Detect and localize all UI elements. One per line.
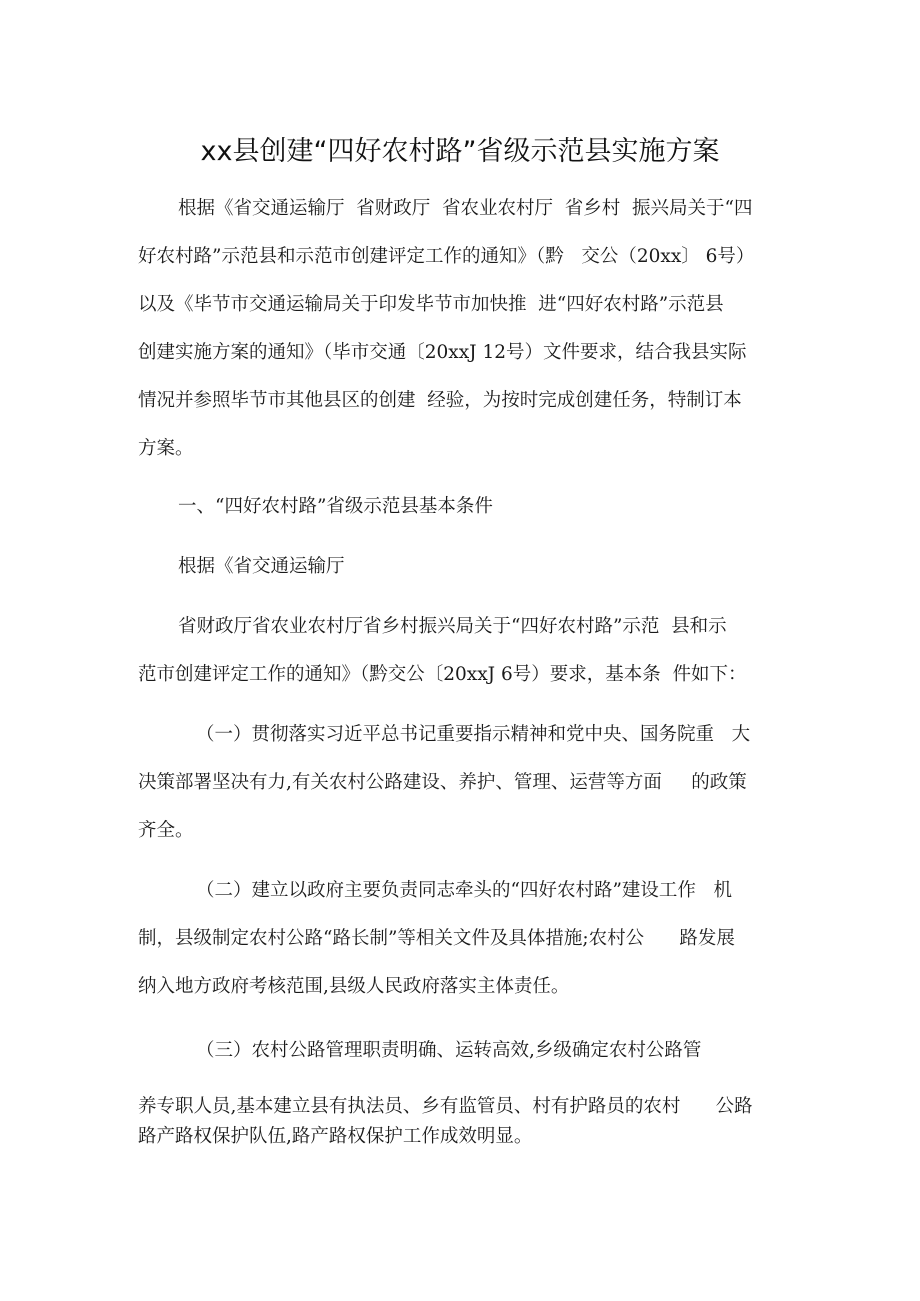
document-title: xx县创建“四好农村路”省级示范县实施方案 [200, 136, 720, 167]
body-line-4: 创建实施方案的通知》（毕市交通〔20xxJ 12号）文件要求，结合我县实际 [138, 342, 747, 363]
body-line-5: 情况并参照毕节市其他县区的创建 经验，为按时完成创建任务，特制订本 [138, 390, 742, 411]
body-line-9: 范市创建评定工作的通知》（黔交公〔20xxJ 6号）要求，基本条 件如下： [138, 664, 747, 685]
item-1-line-1: （一）贯彻落实习近平总书记重要指示精神和党中央、国务院重 大 [196, 724, 751, 745]
item-2-line-1: （二）建立以政府主要负责同志牵头的“四好农村路”建设工作 机 [196, 880, 733, 901]
item-1-line-3: 齐全。 [138, 820, 194, 841]
item-2-line-2: 制，县级制定农村公路“路长制”等相关文件及具体措施;农村公 路发展 [138, 928, 735, 949]
body-line-8: 省财政厅省农业农村厅省乡村振兴局关于“四好农村路”示范 县和示 [178, 616, 727, 637]
item-2-line-3: 纳入地方政府考核范围,县级人民政府落实主体责任。 [138, 976, 570, 997]
body-line-3: 以及《毕节市交通运输局关于印发毕节市加快推 进“四好农村路”示范县 [138, 294, 724, 315]
body-line-6: 方案。 [138, 438, 194, 459]
item-3-line-1: （三）农村公路管理职责明确、运转高效,乡级确定农村公路管 [196, 1040, 702, 1061]
item-1-line-2: 决策部署坚决有力,有关农村公路建设、养护、管理、运营等方面 的政策 [138, 772, 747, 793]
section-heading-1: 一、“四好农村路”省级示范县基本条件 [178, 496, 493, 517]
item-3-line-2: 养专职人员,基本建立县有执法员、乡有监管员、村有护路员的农村 公路 [138, 1096, 753, 1117]
body-line-2: 好农村路”示范县和示范市创建评定工作的通知》（黔 交公（20xx〕 6号） [138, 246, 755, 267]
item-3-line-3: 路产路权保护队伍,路产路权保护工作成效明显。 [138, 1126, 533, 1147]
body-line-7: 根据《省交通运输厅 [178, 556, 345, 577]
body-line-1: 根据《省交通运输厅 省财政厅 省农业农村厅 省乡村 振兴局关于“四 [178, 198, 753, 219]
